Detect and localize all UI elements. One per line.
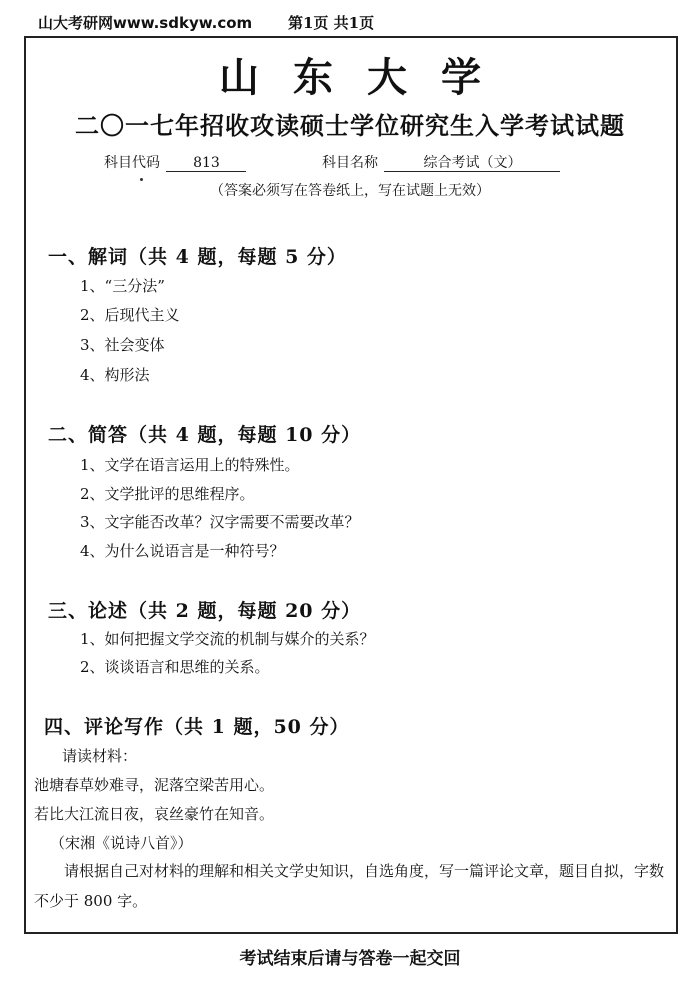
poem-line-1: 池塘春草妙难寻，泥落空梁苦用心。: [34, 776, 275, 794]
university-name: 山东大学: [219, 54, 515, 101]
section-2-item-4: 4、为什么说语言是一种符号？: [80, 542, 285, 560]
page-header: [0, 0, 700, 36]
section-1-item-2: 2、后现代主义: [80, 306, 180, 324]
answer-notice: （答案必须写在答卷纸上，写在试题上无效）: [210, 183, 490, 199]
section-1-item-1: 1、“三分法”: [80, 277, 165, 295]
subject-name-label: 科目名称: [322, 155, 378, 171]
exam-title: 二〇一七年招收攻读硕士学位研究生入学考试试题: [75, 111, 625, 140]
site-watermark: 山大考研网www.sdkyw.com: [38, 14, 253, 32]
subject-code: [104, 152, 246, 172]
section-1-item-3: 3、社会变体: [80, 336, 165, 354]
subject-code-value: 813: [166, 155, 246, 172]
section-1-title: 一、解词（共 4 题，每题 5 分）: [48, 246, 347, 268]
subject-name-value: 综合考试（文）: [384, 155, 560, 172]
poem-line-2: 若比大江流日夜，哀丝豪竹在知音。: [34, 805, 275, 823]
footer-note: 考试结束后请与答卷一起交回: [239, 949, 461, 969]
subject-name: [322, 152, 560, 172]
section-3-title: 三、论述（共 2 题，每题 20 分）: [48, 600, 362, 622]
section-1-item-4: 4、构形法: [80, 366, 150, 384]
page-number: 第1页 共1页: [288, 14, 375, 32]
section-2-item-2: 2、文学批评的思维程序。: [80, 485, 255, 503]
material-label: 请读材料：: [62, 747, 138, 765]
subject-code-label: 科目代码: [104, 155, 160, 171]
poem-source: （宋湘《说诗八首》）: [50, 834, 193, 852]
section-3-item-2: 2、谈谈语言和思维的关系。: [80, 658, 270, 676]
section-2-title: 二、简答（共 4 题，每题 10 分）: [48, 424, 362, 446]
section-3-item-1: 1、如何把握文学交流的机制与媒介的关系？: [80, 630, 375, 648]
section-2-item-1: 1、文学在语言运用上的特殊性。: [80, 456, 300, 474]
section-2-item-3: 3、文字能否改革？汉字需要不需要改革？: [80, 513, 360, 531]
section-4-title: 四、评论写作（共 1 题，50 分）: [44, 716, 350, 738]
writing-instruction: 请根据自己对材料的理解和相关文学史知识，自选角度，写一篇评论文章，题目自拟，字数不少于 800 字。: [34, 862, 665, 910]
